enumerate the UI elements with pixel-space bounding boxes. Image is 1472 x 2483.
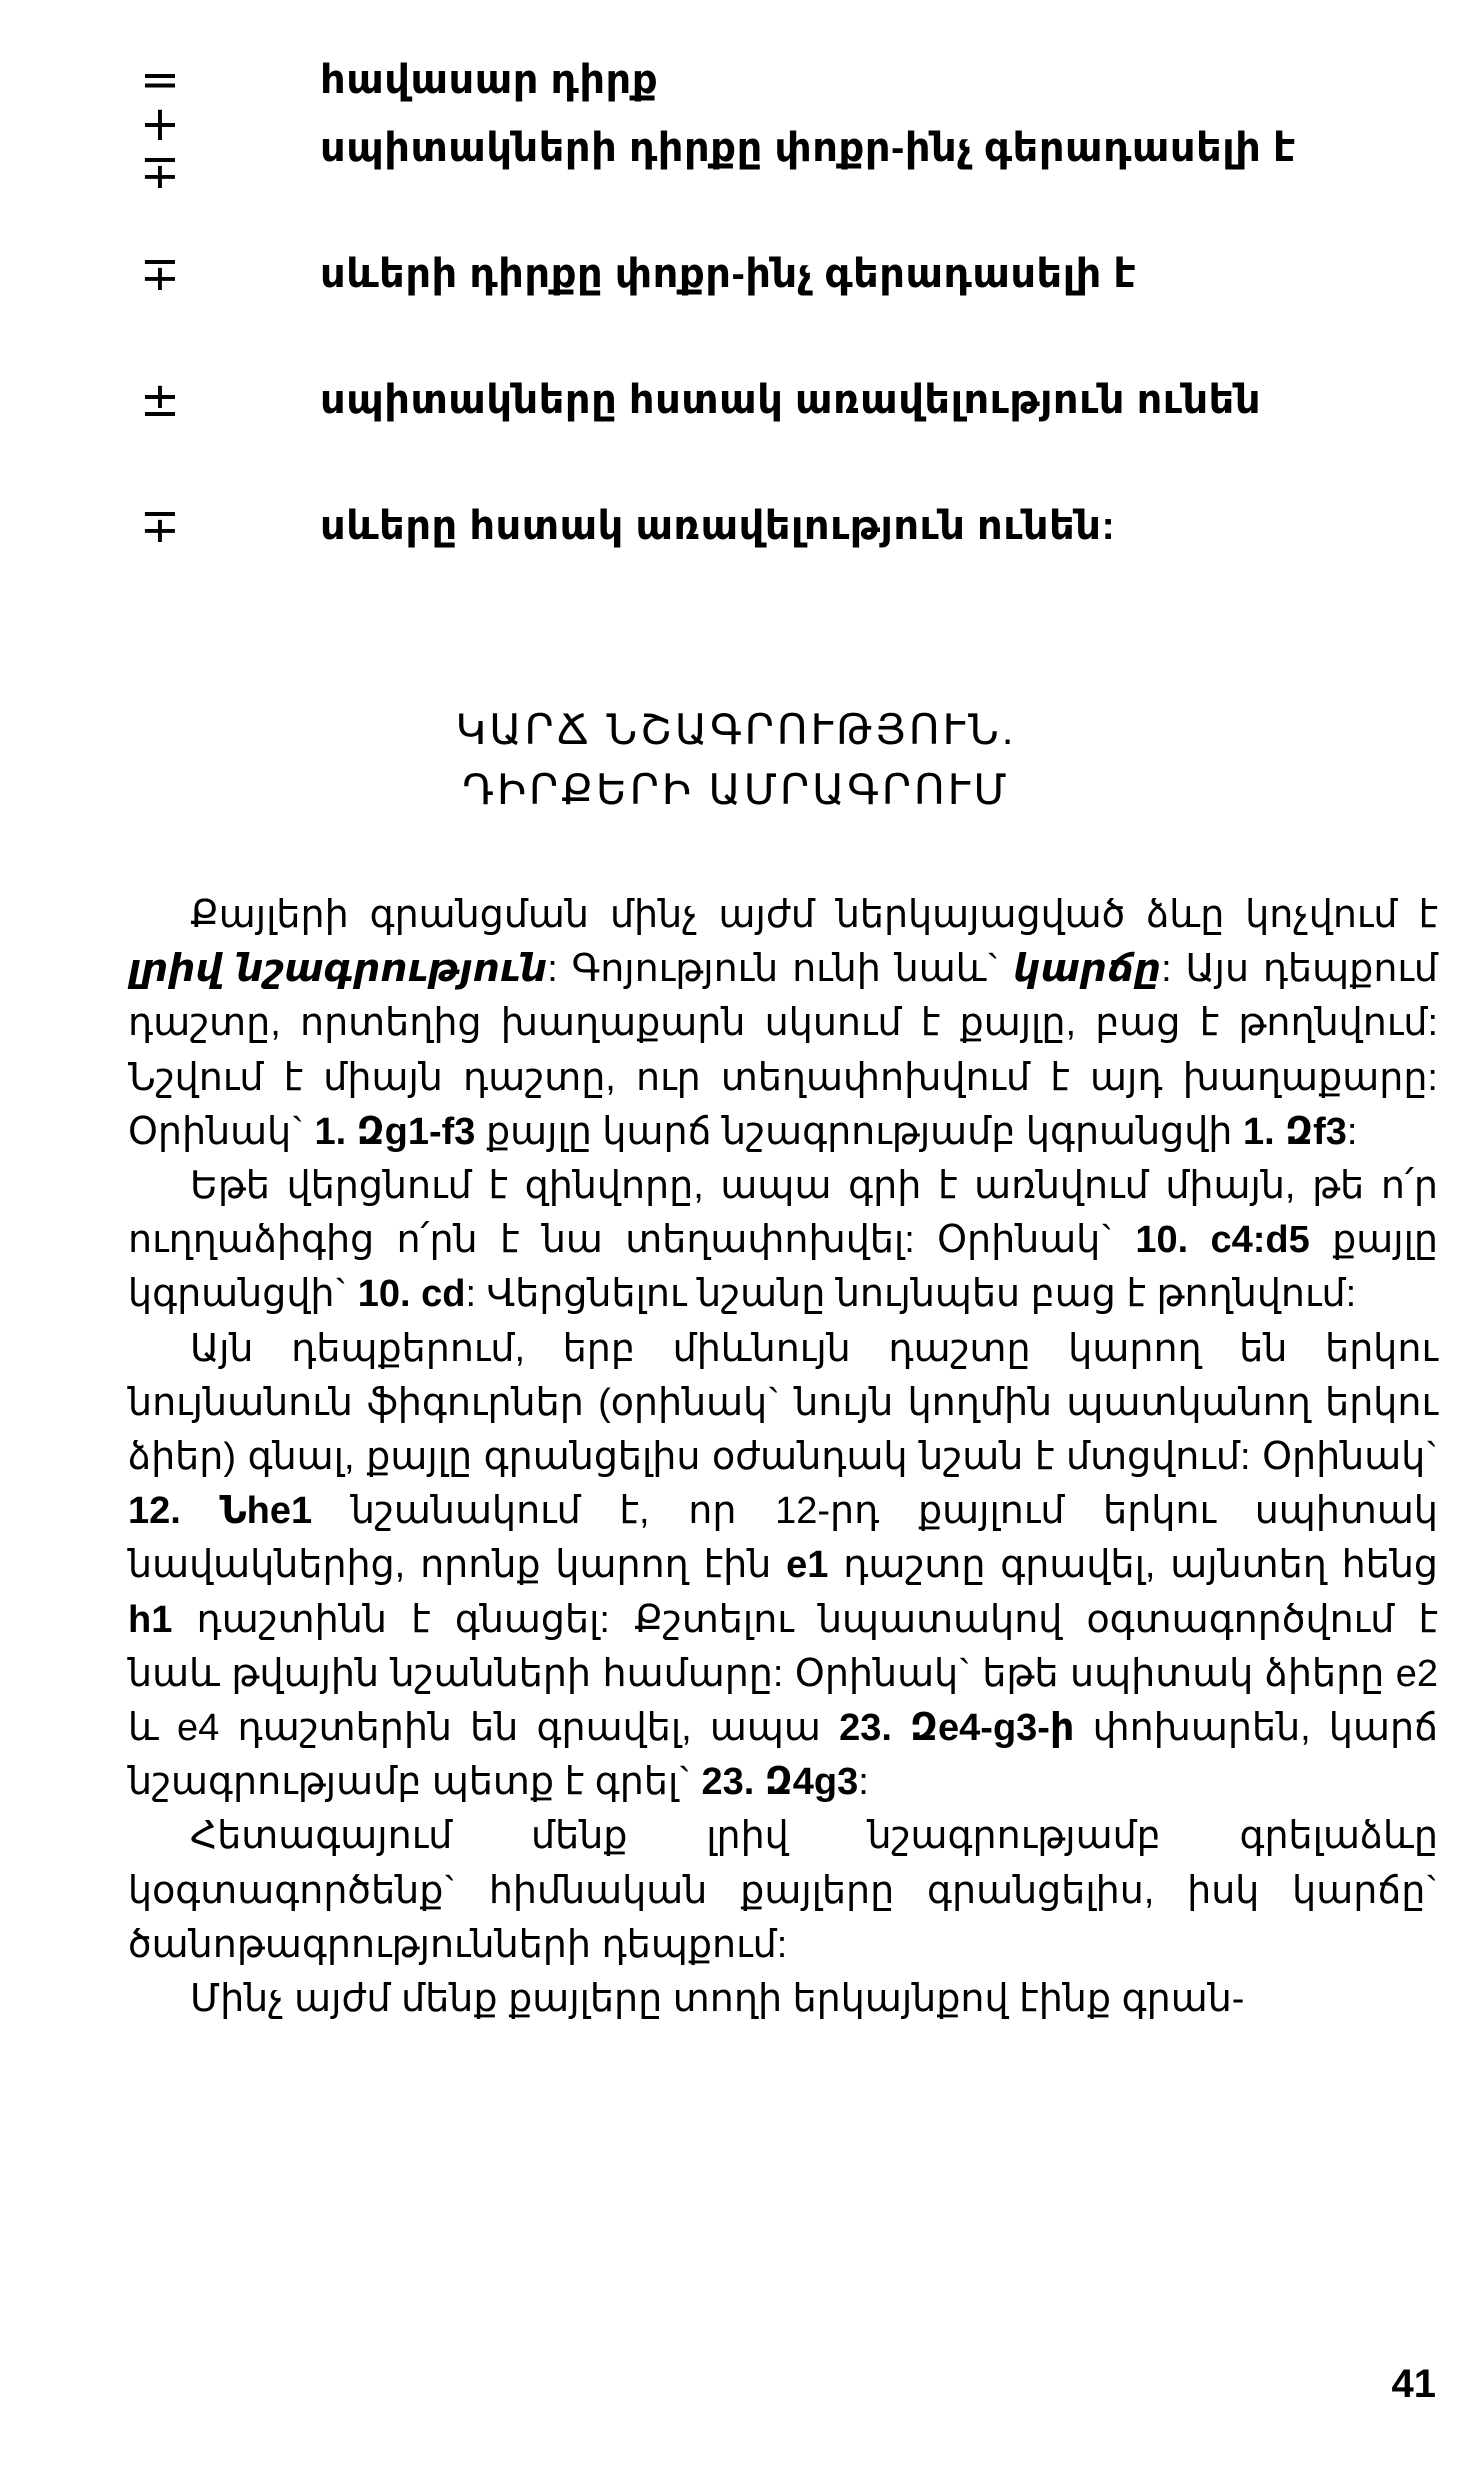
legend-text: սպիտակների դիրքը փոքր-ինչ գերադասելի է [320, 126, 1297, 170]
paragraph-disambiguation [128, 1322, 1438, 1810]
legend-row-black-clear [130, 496, 1380, 556]
legend-row-white-slight [130, 96, 1380, 200]
text-run: : [858, 1761, 869, 1804]
legend-text: սևերի դիրքը փոքր-ինչ գերադասելի է [320, 252, 1137, 296]
evaluation-symbol-legend [130, 50, 1380, 622]
text-run: քայլը կարճ նշագրությամբ կգրանցվի [475, 1110, 1243, 1153]
page-number: 41 [1391, 2362, 1436, 2406]
section-title-line-2: ԴԻՐՔԵՐԻ ԱՄՐԱԳՐՈՒՄ [462, 766, 1010, 813]
text-run: : Վերցնելու նշանը նույնպես բաց է թողնվում: [465, 1273, 1357, 1316]
move-notation: 1. Զg1-f3 [314, 1110, 476, 1153]
legend-row-white-clear [130, 370, 1380, 430]
move-notation: 10. c4:d5 [1135, 1219, 1310, 1262]
section-title [0, 700, 1472, 820]
move-notation: 1. Զf3 [1242, 1110, 1347, 1153]
text-run: Եթե վերցնում է զինվորը, ապա գրի է առնվում միայն, թե ո՛ր ուղղաձիգից ո՛րն է նա տեղափոխվել: Օրինակ` [128, 1165, 1438, 1262]
move-notation: 23. Զ4g3 [701, 1761, 859, 1804]
paragraph-pawn-capture [128, 1159, 1438, 1322]
minus-plus-symbol: ∓ [139, 498, 181, 554]
legend-text: սպիտակները հստակ առավելություն ունեն [320, 378, 1262, 422]
square-notation: e1 [786, 1544, 829, 1587]
text-run: Այն դեպքերում, երբ միևնույն դաշտը կարող են երկու նույնանուն ֆիգուրներ (օրինակ` նույն կողմին պատկանող երկու ձիեր) գնալ, քայլը գրանցելիս օժանդակ նշան է մտցվում: Օրինակ` [128, 1327, 1438, 1479]
move-notation: 23. Զe4-g3-ի [839, 1707, 1075, 1750]
move-notation: 12. Նhe1 [128, 1490, 313, 1533]
term-full-notation: լրիվ նշագրություն [128, 948, 548, 991]
legend-text: սևերը հստակ առավելություն ունեն: [320, 504, 1116, 548]
section-title-line-1: ԿԱՐՃ ՆՇԱԳՐՈՒԹՅՈՒՆ. [455, 706, 1017, 753]
text-run: : Այս դեպքում դաշտը, որտեղից խաղաքարն սկսում է քայլը, բաց է թողնվում: Նշվում է միայն դաշտը, ուր տեղափոխվում է այդ խաղաքարը: Օրինակ` [128, 948, 1439, 1153]
move-notation: 10. cd [357, 1273, 466, 1316]
text-run: : Գոյություն ունի նաև` [547, 948, 1014, 991]
equal-symbol: = [139, 52, 181, 108]
text-run: նշանակում է, որ 12-րդ քայլում երկու սպիտակ նավակներից, որոնք կարող էին [128, 1490, 1438, 1587]
text-run: քայլը կգրանցվի` [128, 1219, 1439, 1316]
legend-text: հավասար դիրք [320, 58, 659, 102]
plus-over-equal-symbol: +∓ [139, 96, 181, 200]
paragraph-continuation: Մինչ այժմ մենք քայլերը տողի երկայնքով էինք գրան- [190, 1978, 1245, 2021]
text-run: դաշտինն է գնացել: Քշտելու նպատակով օգտագործվում է նաև թվային նշանների համարը: Օրինակ` եթե սպիտակ ձիերը e2 և e4 դաշտերին են գրավել, ապա [128, 1598, 1438, 1750]
term-short-notation: կարճը [1013, 948, 1162, 991]
text-run: դաշտը գրավել, այնտեղ հենց [828, 1544, 1438, 1587]
text-run: : [1346, 1110, 1358, 1153]
equal-over-plus-symbol: ∓ [139, 246, 181, 302]
legend-row-equal [130, 50, 1380, 110]
text-run: Քայլերի գրանցման մինչ այժմ ներկայացված ձևը կոչվում է [190, 894, 1438, 936]
body-text [128, 888, 1438, 2026]
square-notation: h1 [128, 1598, 173, 1641]
paragraph-short-notation [128, 888, 1438, 1159]
legend-row-black-slight [130, 244, 1380, 304]
plus-minus-symbol: ± [139, 372, 181, 428]
paragraph-usage: Հետագայում մենք լրիվ նշագրությամբ գրելաձևը կօգտագործենք` հիմնական քայլերը գրանցելիս, իսկ կարճը` ծանոթագրությունների դեպքում: [128, 1815, 1438, 1966]
text-run: փոխարեն, կարճ նշագրությամբ պետք է գրել` [128, 1707, 1438, 1804]
